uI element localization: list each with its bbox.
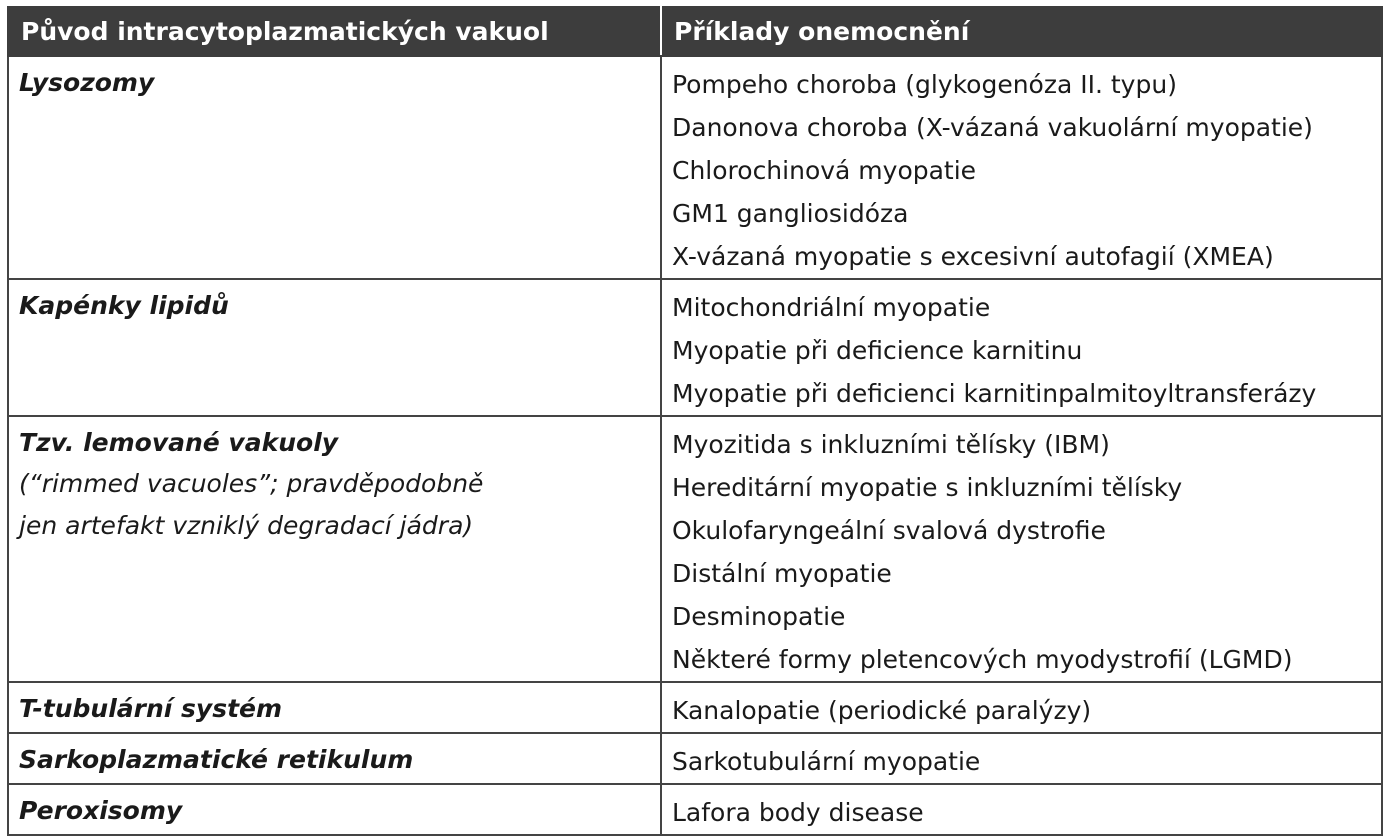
disease-item: Lafora body disease: [672, 798, 924, 827]
origin-cell: [8, 279, 661, 416]
vacuole-origin-table: [7, 6, 1383, 836]
origin-cell: [8, 682, 661, 733]
table-row: [8, 784, 1382, 835]
disease-item: Mitochondriální myopatie: [672, 293, 991, 322]
origin-title: Lysozomy: [19, 68, 155, 97]
disease-item: Hereditární myopatie s inkluzními tělísky: [672, 473, 1183, 502]
diseases-cell: [661, 416, 1382, 682]
origin-title: Kapénky lipidů: [19, 291, 229, 320]
disease-item: Desminopatie: [672, 602, 846, 631]
origin-title: Tzv. lemované vakuoly: [19, 428, 339, 457]
disease-item: Kanalopatie (periodické paralýzy): [672, 696, 1092, 725]
table-row: [8, 416, 1382, 682]
diseases-cell: [661, 784, 1382, 835]
disease-item: Některé formy pletencových myodystrofií (LGMD): [672, 645, 1293, 674]
disease-item: GM1 gangliosidóza: [672, 199, 909, 228]
origin-title: Sarkoplazmatické retikulum: [19, 745, 414, 774]
header-examples: Příklady onemocnění: [661, 7, 1382, 56]
document-table-wrapper: [7, 6, 1381, 836]
table-row: [8, 733, 1382, 784]
disease-item: Danonova choroba (X-vázaná vakuolární myopatie): [672, 113, 1313, 142]
origin-note-line: jen artefakt vzniklý degradací jádra): [19, 511, 474, 540]
diseases-cell: [661, 279, 1382, 416]
disease-item: Distální myopatie: [672, 559, 892, 588]
table-row: [8, 56, 1382, 279]
origin-title: T-tubulární systém: [19, 694, 283, 723]
origin-note-line: (“rimmed vacuoles”; pravděpodobně: [19, 469, 484, 498]
header-origin: Původ intracytoplazmatických vakuol: [8, 7, 661, 56]
origin-cell: [8, 416, 661, 682]
disease-item: Sarkotubulární myopatie: [672, 747, 981, 776]
disease-item: Okulofaryngeální svalová dystrofie: [672, 516, 1106, 545]
origin-title: Peroxisomy: [19, 796, 183, 825]
disease-item: Myopatie při deficienci karnitinpalmitoyltransferázy: [672, 379, 1317, 408]
diseases-cell: [661, 56, 1382, 279]
disease-item: Pompeho choroba (glykogenóza II. typu): [672, 70, 1177, 99]
origin-cell: [8, 784, 661, 835]
table-row: [8, 279, 1382, 416]
disease-item: Myopatie při deficience karnitinu: [672, 336, 1083, 365]
origin-cell: [8, 56, 661, 279]
diseases-cell: [661, 733, 1382, 784]
table-row: [8, 682, 1382, 733]
disease-item: X-vázaná myopatie s excesivní autofagií (XMEA): [672, 242, 1274, 271]
table-body: [8, 56, 1382, 835]
disease-item: Myozitida s inkluzními tělísky (IBM): [672, 430, 1110, 459]
origin-cell: [8, 733, 661, 784]
diseases-cell: [661, 682, 1382, 733]
disease-item: Chlorochinová myopatie: [672, 156, 977, 185]
table-header-row: [8, 7, 1382, 56]
